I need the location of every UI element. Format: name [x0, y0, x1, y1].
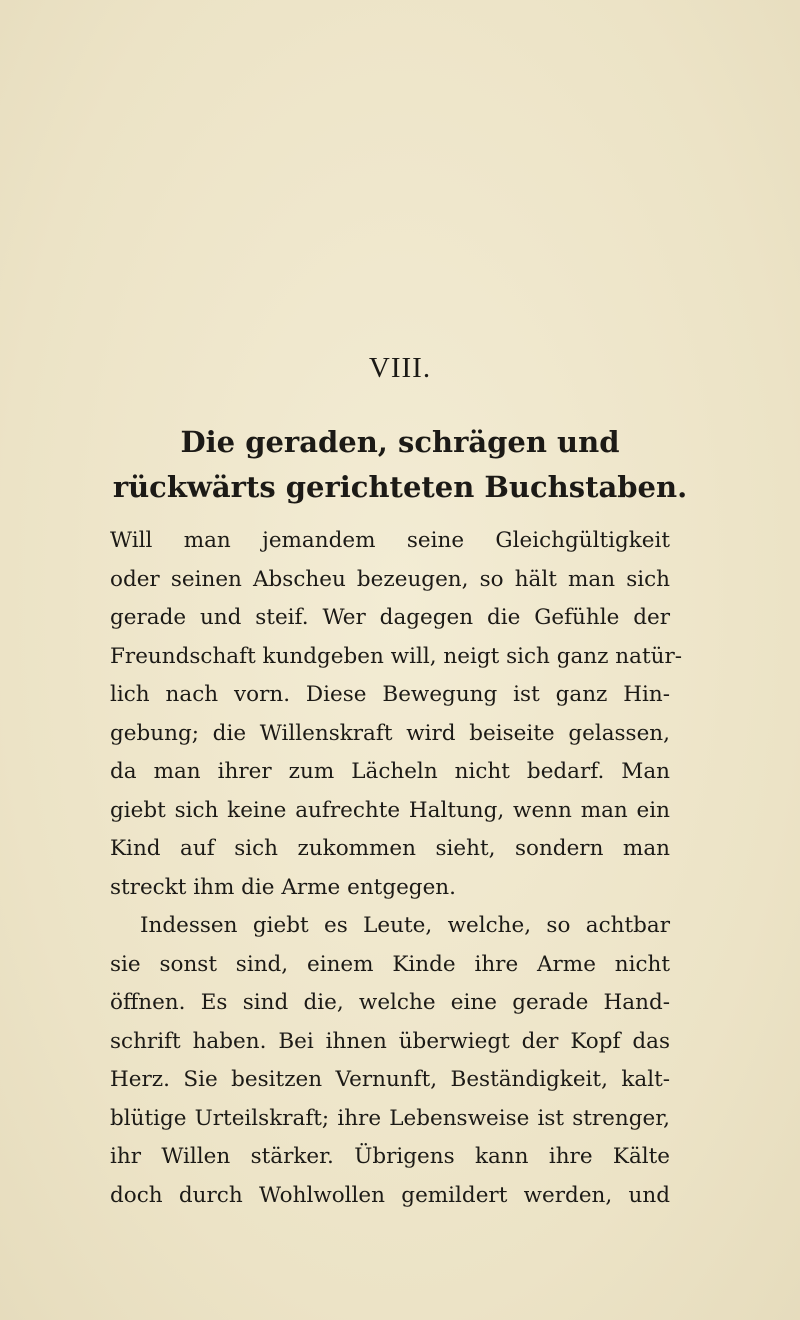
text-line-9: Kind auf sich zukommen sieht, sondern man [110, 836, 670, 861]
text-line-2: oder seinen Abscheu bezeugen, so hält man sich [110, 566, 670, 592]
text-line-8: giebt sich keine aufrechte Haltung, wenn man ein [110, 797, 670, 823]
text-line-3: gerade und steif. Wer dagegen die Gefühle der [110, 605, 670, 630]
chapter-title-line-1: Die geraden, schrägen und [180, 425, 620, 459]
text-line-11: Indessen giebt es Leute, welche, so achtbar [140, 913, 670, 938]
text-line-6: gebung; die Willenskraft wird beiseite gelassen, [110, 720, 670, 746]
text-line-1: Will man jemandem seine Gleichgültigkeit [110, 528, 670, 553]
text-line-16: blütige Urteilskraft; ihre Lebensweise ist strenger, [110, 1105, 670, 1131]
text-line-14: schrift haben. Bei ihnen überwiegt der Kopf das [110, 1028, 670, 1054]
text-line-17: ihr Willen stärker. Übrigens kann ihre Kälte [110, 1144, 670, 1169]
body-text [110, 522, 682, 1215]
text-line-13: öffnen. Es sind die, welche eine gerade Hand- [110, 990, 670, 1015]
text-line-18: doch durch Wohlwollen gemildert werden, und [110, 1182, 670, 1208]
text-line-7: da man ihrer zum Lächeln nicht bedarf. Man [110, 759, 670, 784]
chapter-title-line-2: rückwärts gerichteten Buchstaben. [112, 470, 688, 504]
chapter-title [60, 420, 740, 510]
text-line-15: Herz. Sie besitzen Vernunft, Beständigkeit, kalt- [110, 1067, 670, 1092]
text-line-10: streckt ihm die Arme entgegen. [110, 874, 456, 900]
chapter-number: VIII. [368, 352, 432, 384]
text-line-4: Freundschaft kundgeben will, neigt sich ganz natür- [110, 643, 682, 669]
text-line-5: lich nach vorn. Diese Bewegung ist ganz Hin- [110, 682, 670, 707]
text-line-12: sie sonst sind, einem Kinde ihre Arme nicht [110, 951, 670, 977]
